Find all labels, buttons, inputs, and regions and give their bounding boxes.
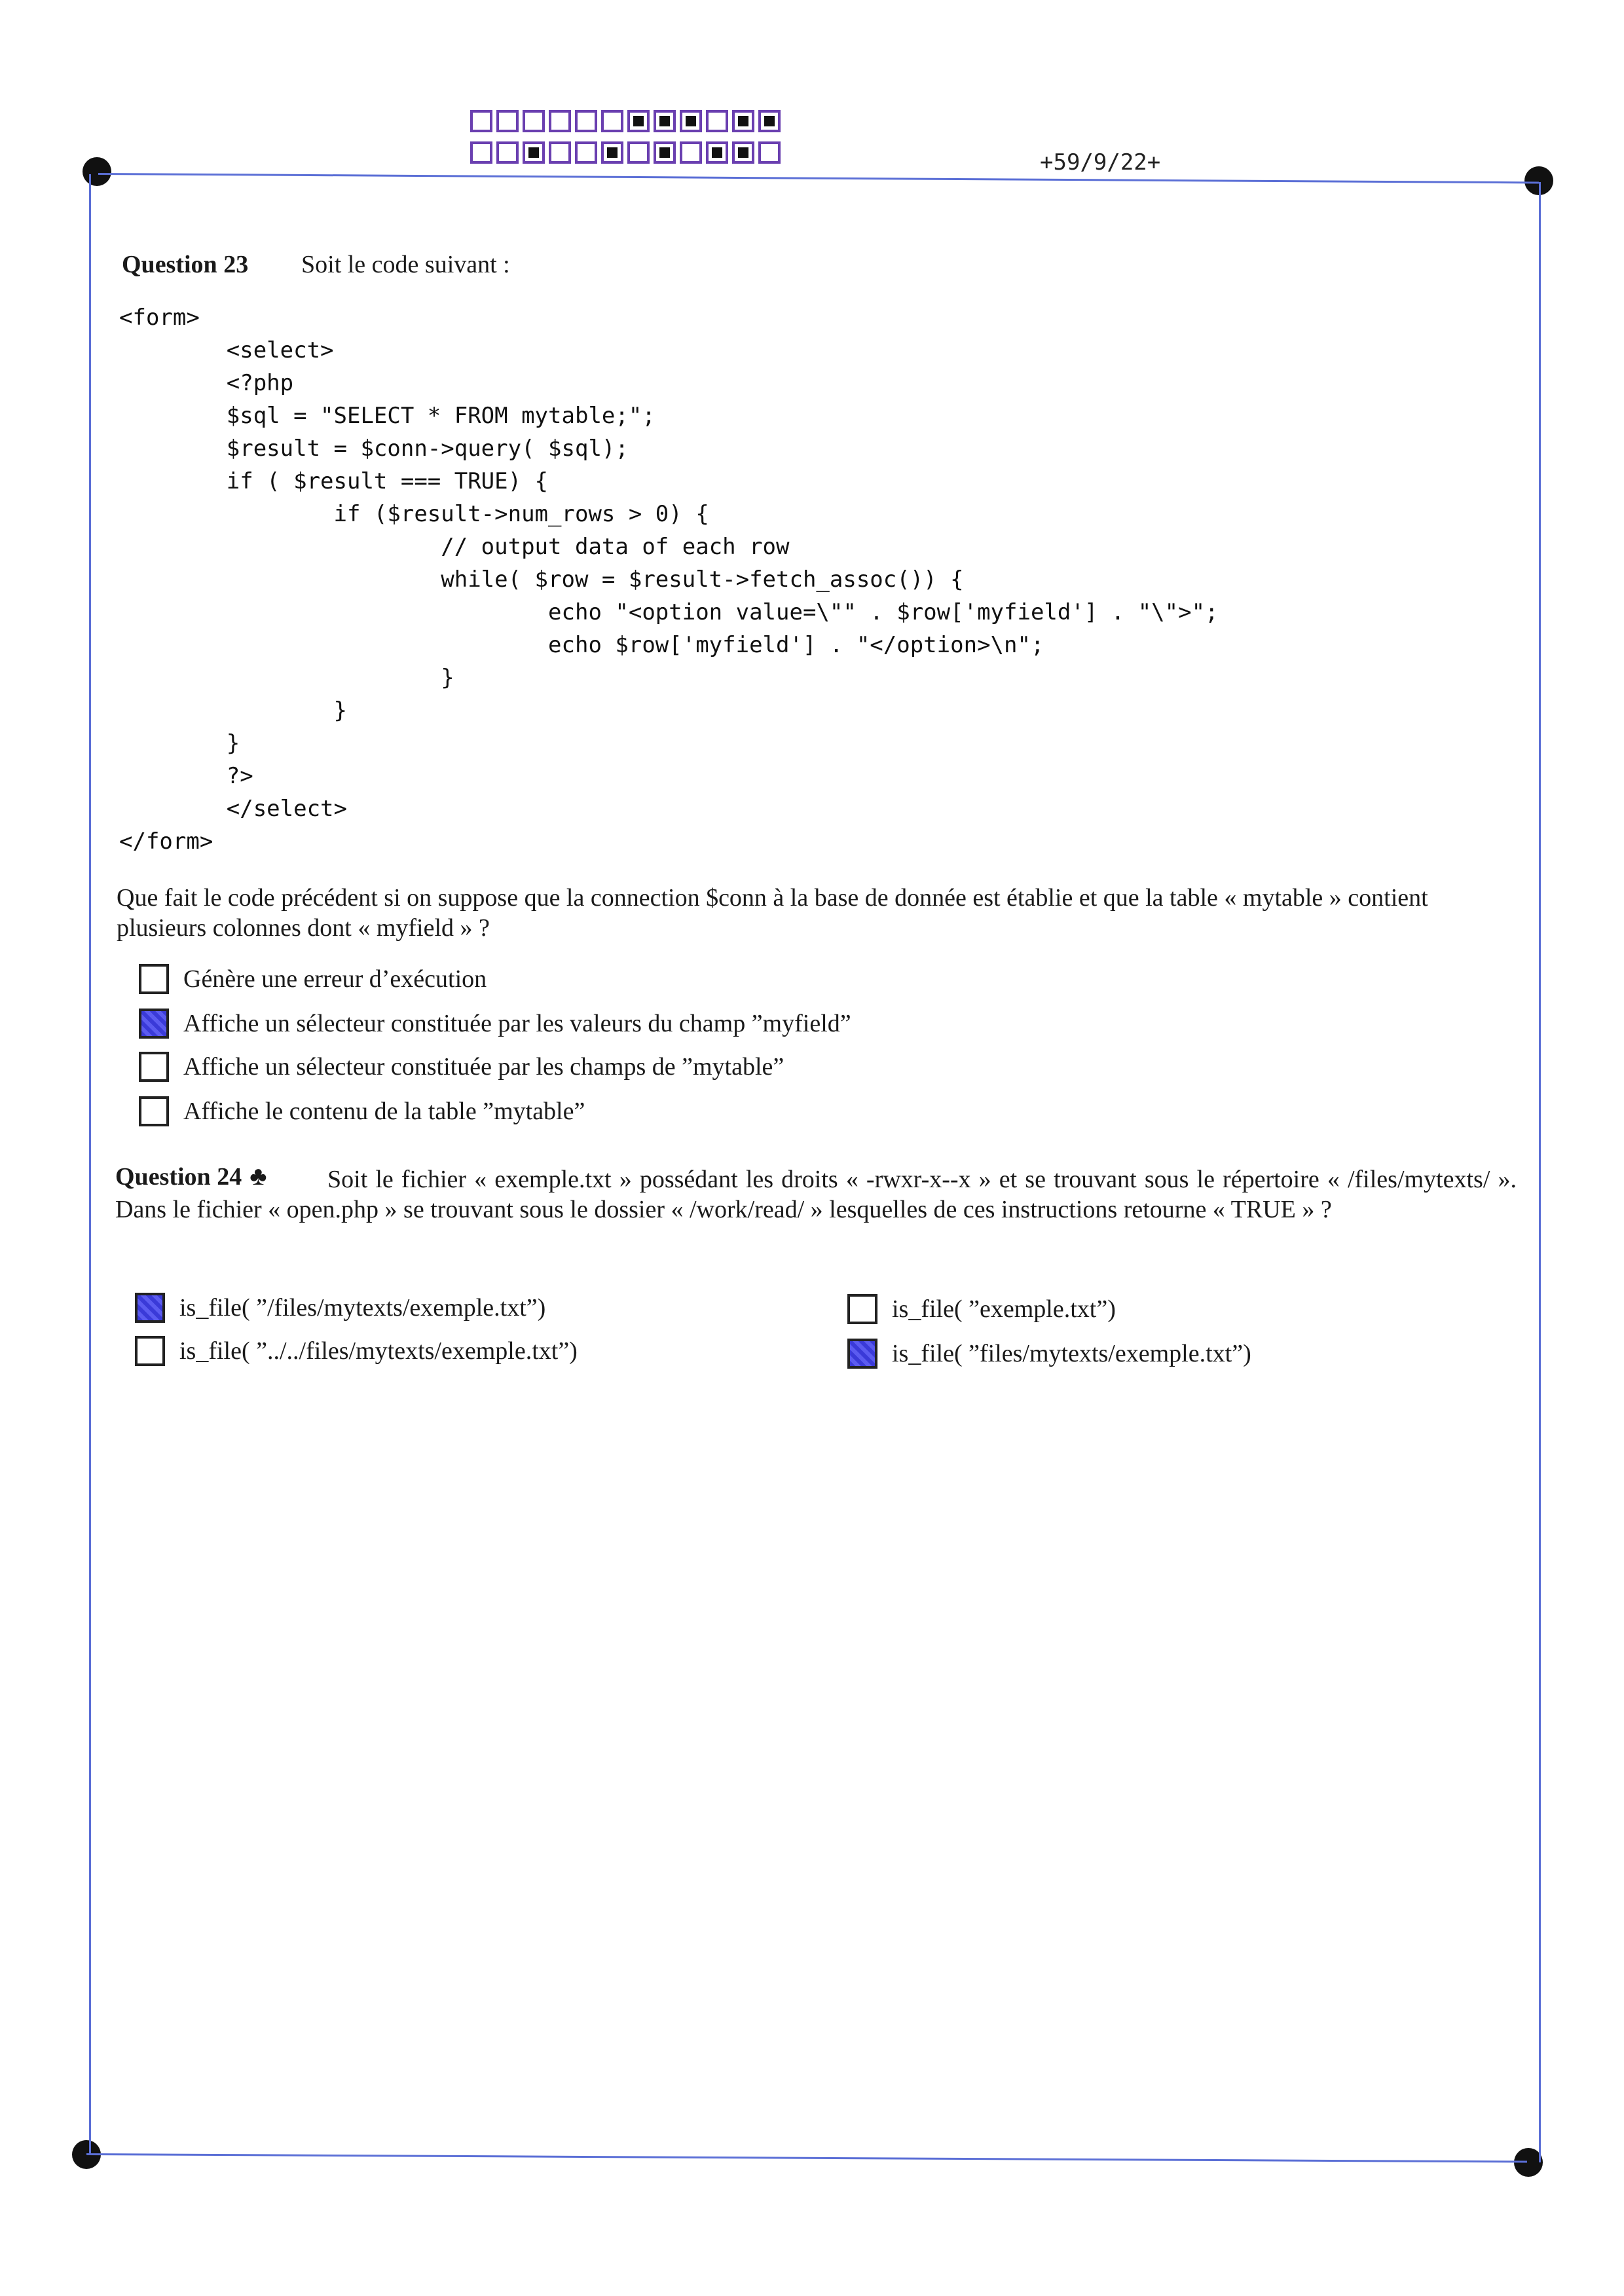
barcode-cell	[680, 141, 702, 164]
barcode-cell	[627, 141, 650, 164]
question-23-title: Question 23	[122, 251, 249, 278]
choice-label: is_file( ”../../files/mytexts/exemple.txt”)	[179, 1337, 578, 1365]
q23-choice-2[interactable]	[139, 1009, 851, 1039]
barcode-cell	[549, 141, 571, 164]
barcode-cell	[654, 141, 676, 164]
barcode-cell	[706, 141, 728, 164]
choice-label: Affiche un sélecteur constituée par les champs de ”mytable”	[183, 1053, 784, 1081]
page-id: +59/9/22+	[1040, 149, 1161, 176]
q24-choice-1[interactable]	[135, 1293, 545, 1323]
choice-label: Génère une erreur d’exécution	[183, 965, 487, 993]
choice-label: is_file( ”exemple.txt”)	[892, 1295, 1116, 1323]
barcode-cell	[732, 110, 754, 132]
checkbox[interactable]	[139, 1009, 169, 1039]
q24-choice-2[interactable]	[135, 1336, 578, 1366]
frame-bottom-line	[86, 2153, 1527, 2163]
frame-right-line	[1539, 182, 1541, 2162]
corner-marker-top-left	[83, 157, 111, 186]
barcode-cell	[732, 141, 754, 164]
q24-choice-3[interactable]	[847, 1294, 1116, 1324]
barcode-cell	[627, 110, 650, 132]
checkbox[interactable]	[139, 964, 169, 994]
question-24-body: Soit le fichier « exemple.txt » possédant les droits « -rwxr-x--x » et se trouvant sous le répertoire « /files/mytexts/ ». Dans le fichier « open.php » se trouvant sous le dossier « /work/read/ » lesquelles de ces instructions retourne « TRUE » ?	[115, 1166, 1517, 1223]
checkbox[interactable]	[135, 1293, 165, 1323]
barcode-cell	[758, 110, 781, 132]
barcode-cell	[523, 141, 545, 164]
choice-label: is_file( ”/files/mytexts/exemple.txt”)	[179, 1294, 546, 1322]
barcode-cell	[601, 141, 623, 164]
barcode-cell	[549, 110, 571, 132]
checkbox[interactable]	[847, 1294, 877, 1324]
barcode-cell	[654, 110, 676, 132]
barcode-cell	[601, 110, 623, 132]
code-block: <form> <select> <?php $sql = "SELECT * FROM mytable;"; $result = $conn->query( $sql); if ( $result === TRUE) { if ($result->num_rows > 0) { // output data of each row while( $row = $result->fetch_assoc()) { echo "<option value=\"" . $row['myfield'] . "\">"; echo $row['myfield'] . "</option>\n"; } } } ?> </select> </form>	[119, 305, 1219, 855]
checkbox[interactable]	[135, 1336, 165, 1366]
barcode-row-1	[470, 110, 781, 132]
barcode-cell	[470, 141, 492, 164]
q23-choice-4[interactable]	[139, 1096, 585, 1126]
barcode-cell	[496, 141, 519, 164]
question-23-intro: Soit le code suivant :	[301, 251, 510, 278]
checkbox[interactable]	[139, 1052, 169, 1082]
barcode-cell	[706, 110, 728, 132]
barcode-cell	[680, 110, 702, 132]
checkbox[interactable]	[847, 1339, 877, 1369]
club-icon: ♣	[249, 1161, 267, 1191]
barcode-cell	[470, 110, 492, 132]
question-24-text	[115, 1164, 1517, 1225]
choice-label: Affiche le contenu de la table ”mytable”	[183, 1098, 585, 1125]
question-23-text: Que fait le code précédent si on suppose que la connection $conn à la base de donnée est établie et que la table « mytable » contient plusieurs colonnes dont « myfield » ?	[117, 884, 1428, 942]
q23-choice-1[interactable]	[139, 964, 487, 994]
q23-choice-3[interactable]	[139, 1052, 784, 1082]
barcode-cell	[758, 141, 781, 164]
checkbox[interactable]	[139, 1096, 169, 1126]
barcode-cell	[575, 141, 597, 164]
frame-top-line	[98, 173, 1539, 183]
barcode-cell	[523, 110, 545, 132]
barcode-cell	[575, 110, 597, 132]
question-24-label: Question 24	[115, 1163, 242, 1191]
barcode-row-2	[470, 141, 781, 164]
choice-label: Affiche un sélecteur constituée par les valeurs du champ ”myfield”	[183, 1010, 851, 1037]
choice-label: is_file( ”files/mytexts/exemple.txt”)	[892, 1340, 1251, 1367]
barcode-cell	[496, 110, 519, 132]
frame-left-line	[89, 174, 91, 2155]
q24-choice-4[interactable]	[847, 1339, 1251, 1369]
